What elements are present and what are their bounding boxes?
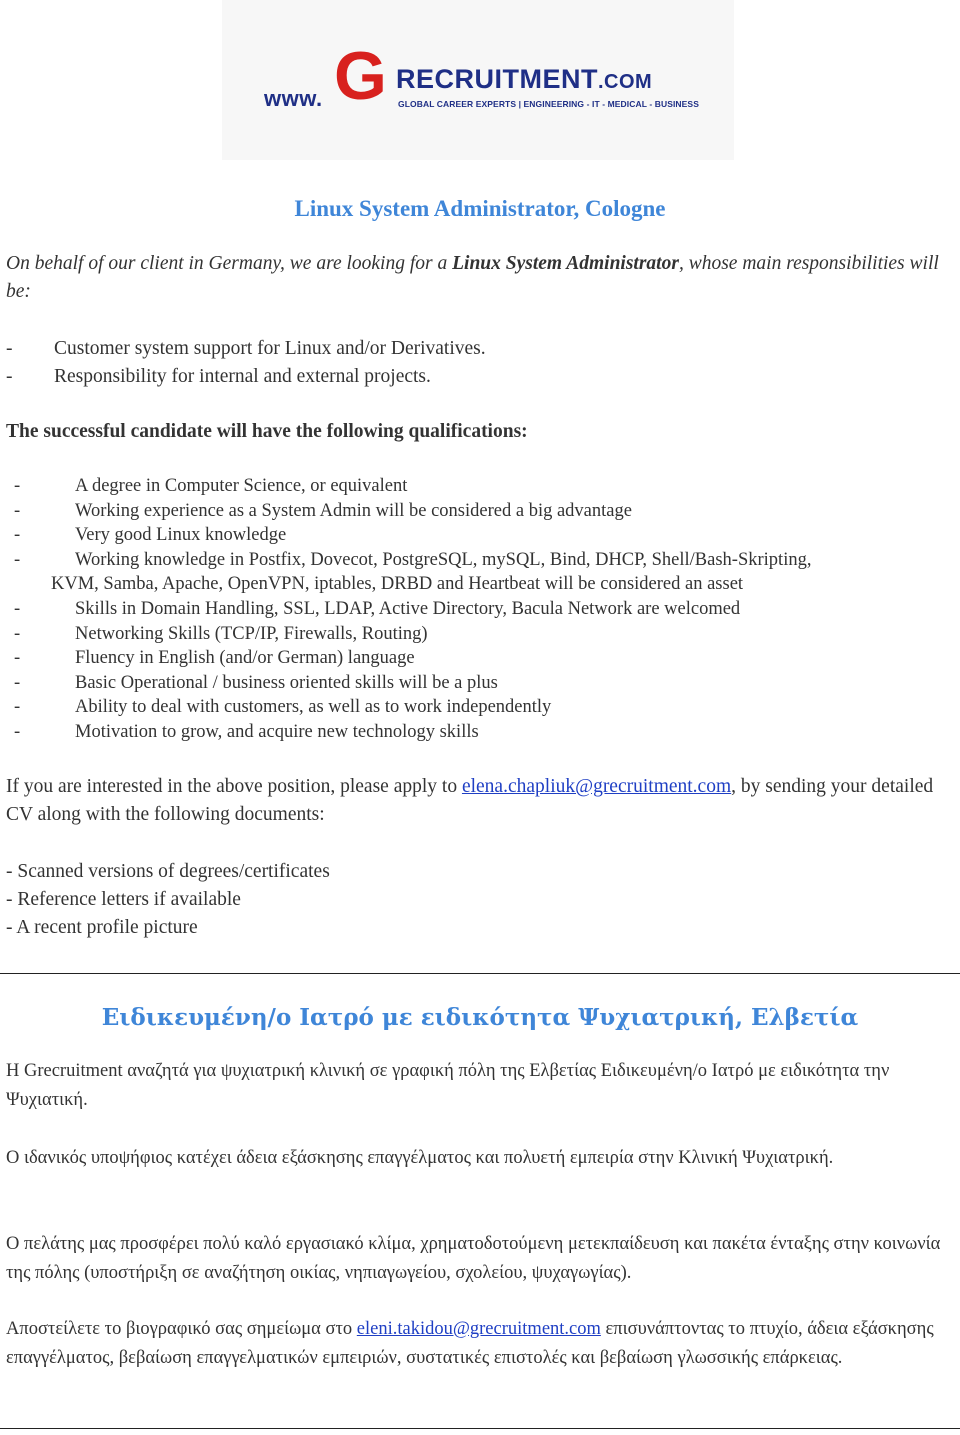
intro-job-title: Linux System Administrator <box>452 253 679 274</box>
qualification-text: Basic Operational / business oriented skills will be a plus <box>75 672 498 693</box>
section-divider <box>0 973 960 974</box>
job1-title: Linux System Administrator, Cologne <box>294 196 666 221</box>
apply-text-end: , by sending your detailed CV along with the following documents: <box>6 776 934 825</box>
qualification-text: Skills in Domain Handling, SSL, LDAP, Active Directory, Bacula Network are welcomed <box>75 598 741 619</box>
bottom-divider <box>0 1428 960 1429</box>
qualification-text: Networking Skills (TCP/IP, Firewalls, Routing) <box>75 623 428 644</box>
responsibility-text: Customer system support for Linux and/or Derivatives. <box>54 338 486 359</box>
logo-g-letter: G <box>334 38 387 114</box>
qualification-text: Ability to deal with customers, as well as to work independently <box>75 697 552 718</box>
qualification-text: Very good Linux knowledge <box>75 525 287 546</box>
apply-text-start: If you are interested in the above position, please apply to <box>6 776 462 797</box>
logo-com: .COM <box>598 71 653 93</box>
logo-brand <box>396 64 652 95</box>
qualification-item: - Motivation to grow, and acquire new technology skills <box>14 720 954 745</box>
qualification-continuation: KVM, Samba, Apache, OpenVPN, iptables, DRBD and Heartbeat will be considered an asset <box>51 574 744 595</box>
qualification-text: Working knowledge in Postfix, Dovecot, PostgreSQL, mySQL, Bind, DHCP, Shell/Bash-Skripting, <box>75 549 812 570</box>
logo-brand-text: RECRUITMENT <box>396 64 598 94</box>
qualification-item: - Skills in Domain Handling, SSL, LDAP, Active Directory, Bacula Network are welcomed <box>14 597 954 622</box>
job2-paragraph-1: Η Grecruitment αναζητά για ψυχιατρική κλινική σε γραφική πόλη της Ελβετίας Ειδικευμένη/ο Ιατρό με ειδικότητα την Ψυχιατική. <box>6 1061 890 1110</box>
apply-email-link[interactable]: elena.chapliuk@grecruitment.com <box>461 776 732 797</box>
job2-title: Ειδικευμένη/ο Ιατρό με ειδικότητα Ψυχιατρική, Ελβετία <box>101 1004 859 1031</box>
qualification-item: - Basic Operational / business oriented skills will be a plus <box>14 671 954 696</box>
responsibility-item: - Responsibility for internal and external projects. <box>6 366 431 387</box>
job2-apply-text-start: Αποστείλετε το βιογραφικό σας σημείωμα στο <box>6 1319 357 1339</box>
logo-www: www. <box>264 86 323 111</box>
responsibility-text: Responsibility for internal and external projects. <box>54 366 431 387</box>
document-item: - Reference letters if available <box>6 889 241 910</box>
qualification-text: Motivation to grow, and acquire new technology skills <box>75 721 479 742</box>
qualification-text: Fluency in English (and/or German) language <box>75 648 415 669</box>
apply-instructions <box>6 773 956 829</box>
job2-email-link[interactable]: eleni.takidou@grecruitment.com <box>356 1319 601 1339</box>
qualification-text: A degree in Computer Science, or equivalent <box>75 476 408 496</box>
qualification-item: - Working knowledge in Postfix, Dovecot, PostgreSQL, mySQL, Bind, DHCP, Shell/Bash-Skripting, <box>14 548 954 573</box>
job2-paragraph-4 <box>6 1315 956 1373</box>
intro-text-start: On behalf of our client in Germany, we are looking for a <box>6 253 453 274</box>
company-logo <box>222 0 734 160</box>
document-item: - Scanned versions of degrees/certificates <box>6 861 330 882</box>
document-item: - A recent profile picture <box>6 917 198 938</box>
qualification-item: - Very good Linux knowledge <box>14 523 954 548</box>
job2-paragraph-2: Ο ιδανικός υποψήφιος κατέχει άδεια εξάσκησης επαγγέλματος και πολυετή εμπειρία στην Κλινική Ψυχιατρική. <box>6 1148 834 1168</box>
job2-paragraph-3: Ο πελάτης μας προσφέρει πολύ καλό εργασιακό κλίμα, χρηματοδοτούμενη μετεκπαίδευση και πακέτα ένταξης στην κοινωνία της πόλης (υποστήριξη σε αναζήτηση οικίας, νηπιαγωγείου, σχολείου, ψυχαγωγίας). <box>6 1234 941 1283</box>
job1-intro <box>6 250 946 306</box>
qualification-item: - Fluency in English (and/or German) language <box>14 646 954 671</box>
intro-text-end: , whose main responsibilities will be: <box>6 253 939 302</box>
qualification-item: - Ability to deal with customers, as well as to work independently <box>14 695 954 720</box>
job2-apply-text-end: επισυνάπτοντας το πτυχίο, άδεια εξάσκησης επαγγέλματος, βεβαίωση επαγγελματικών εμπειριών, συστατικές επιστολές και βεβαίωση γλωσσικής επάρκειας. <box>6 1319 934 1368</box>
responsibility-item: - Customer system support for Linux and/or Derivatives. <box>6 338 486 359</box>
qualifications-heading: The successful candidate will have the following qualifications: <box>6 421 528 442</box>
qualification-item: - Networking Skills (TCP/IP, Firewalls, Routing) <box>14 622 954 647</box>
qualifications-list <box>14 474 954 745</box>
qualification-item: - Working experience as a System Admin will be considered a big advantage <box>14 499 954 524</box>
qualification-text: Working experience as a System Admin will be considered a big advantage <box>75 500 632 521</box>
logo-tagline: GLOBAL CAREER EXPERTS | ENGINEERING - IT - MEDICAL - BUSINESS <box>398 99 699 109</box>
qualification-item: - A degree in Computer Science, or equivalent <box>14 474 954 499</box>
